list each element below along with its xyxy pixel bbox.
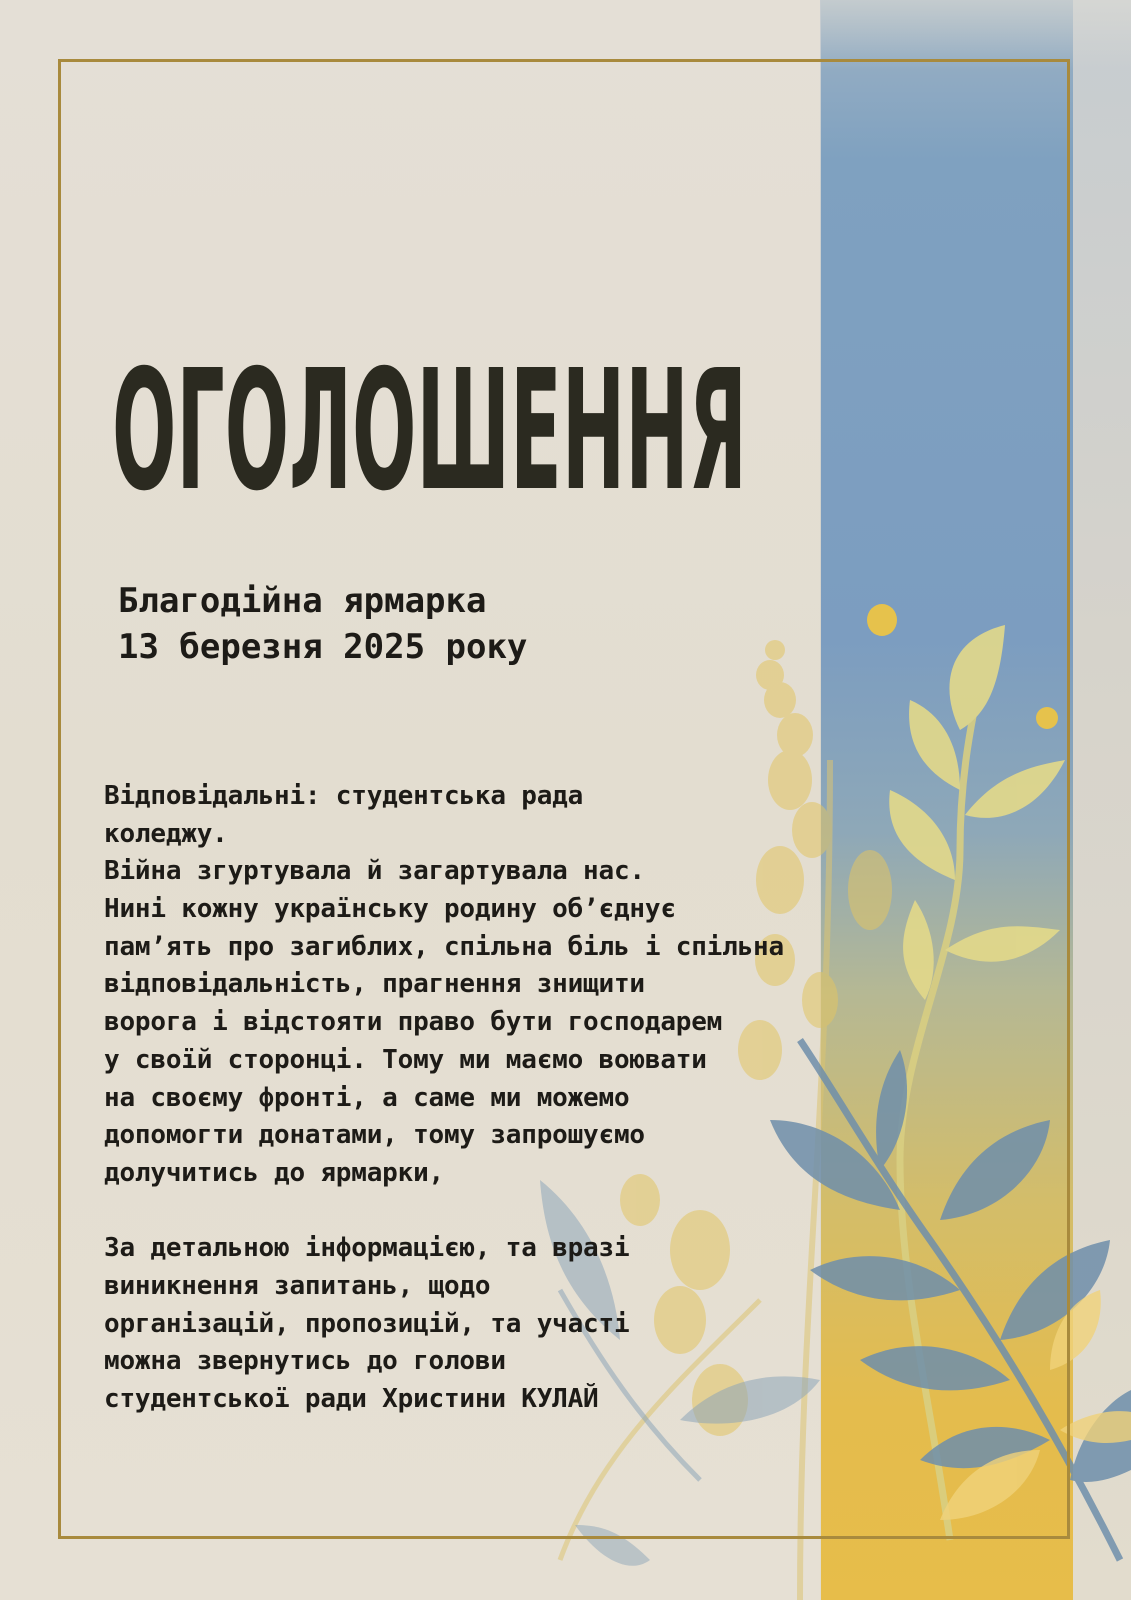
title-graphic (112, 300, 752, 530)
body-line: коледжу. (104, 818, 228, 849)
event-name: Благодійна ярмарка (118, 581, 487, 621)
paragraph-gap (104, 1193, 784, 1231)
body-line: Відповідальні: студентська рада (104, 781, 584, 811)
contact-line: студентської ради Христини КУЛАЙ (104, 1384, 599, 1414)
body-line: на своєму фронті, а саме ми можемо (104, 1082, 630, 1113)
contact-line: організацій, пропозицій, та участі (104, 1308, 630, 1339)
body-line: ворога і відстояти право бути господарем (104, 1007, 723, 1038)
event-heading (118, 578, 527, 670)
contact-line: виникнення запитань, щодо (104, 1270, 491, 1301)
body-line: долучитись до ярмарки, (104, 1157, 444, 1188)
body-line: відповідальність, прагнення знищити (104, 969, 645, 1000)
title-text: ОГОЛОШЕННЯ (112, 335, 747, 528)
announcement-body (104, 778, 784, 1419)
body-line: Нині кожну українську родину об’єднує (104, 894, 676, 925)
body-line: пам’ять про загиблих, спільна біль і спільна (104, 931, 784, 962)
contact-line: можна звернутись до голови (104, 1346, 506, 1377)
body-line: у своїй сторонці. Тому ми маємо воювати (104, 1044, 707, 1075)
poster-title (112, 300, 752, 530)
body-line: допомогти донатами, тому запрошуємо (104, 1120, 645, 1151)
body-line: Війна згуртувала й загартувала нас. (104, 856, 645, 887)
contact-line: За детальною інформацією, та вразі (104, 1233, 630, 1264)
event-date: 13 березня 2025 року (118, 627, 528, 667)
